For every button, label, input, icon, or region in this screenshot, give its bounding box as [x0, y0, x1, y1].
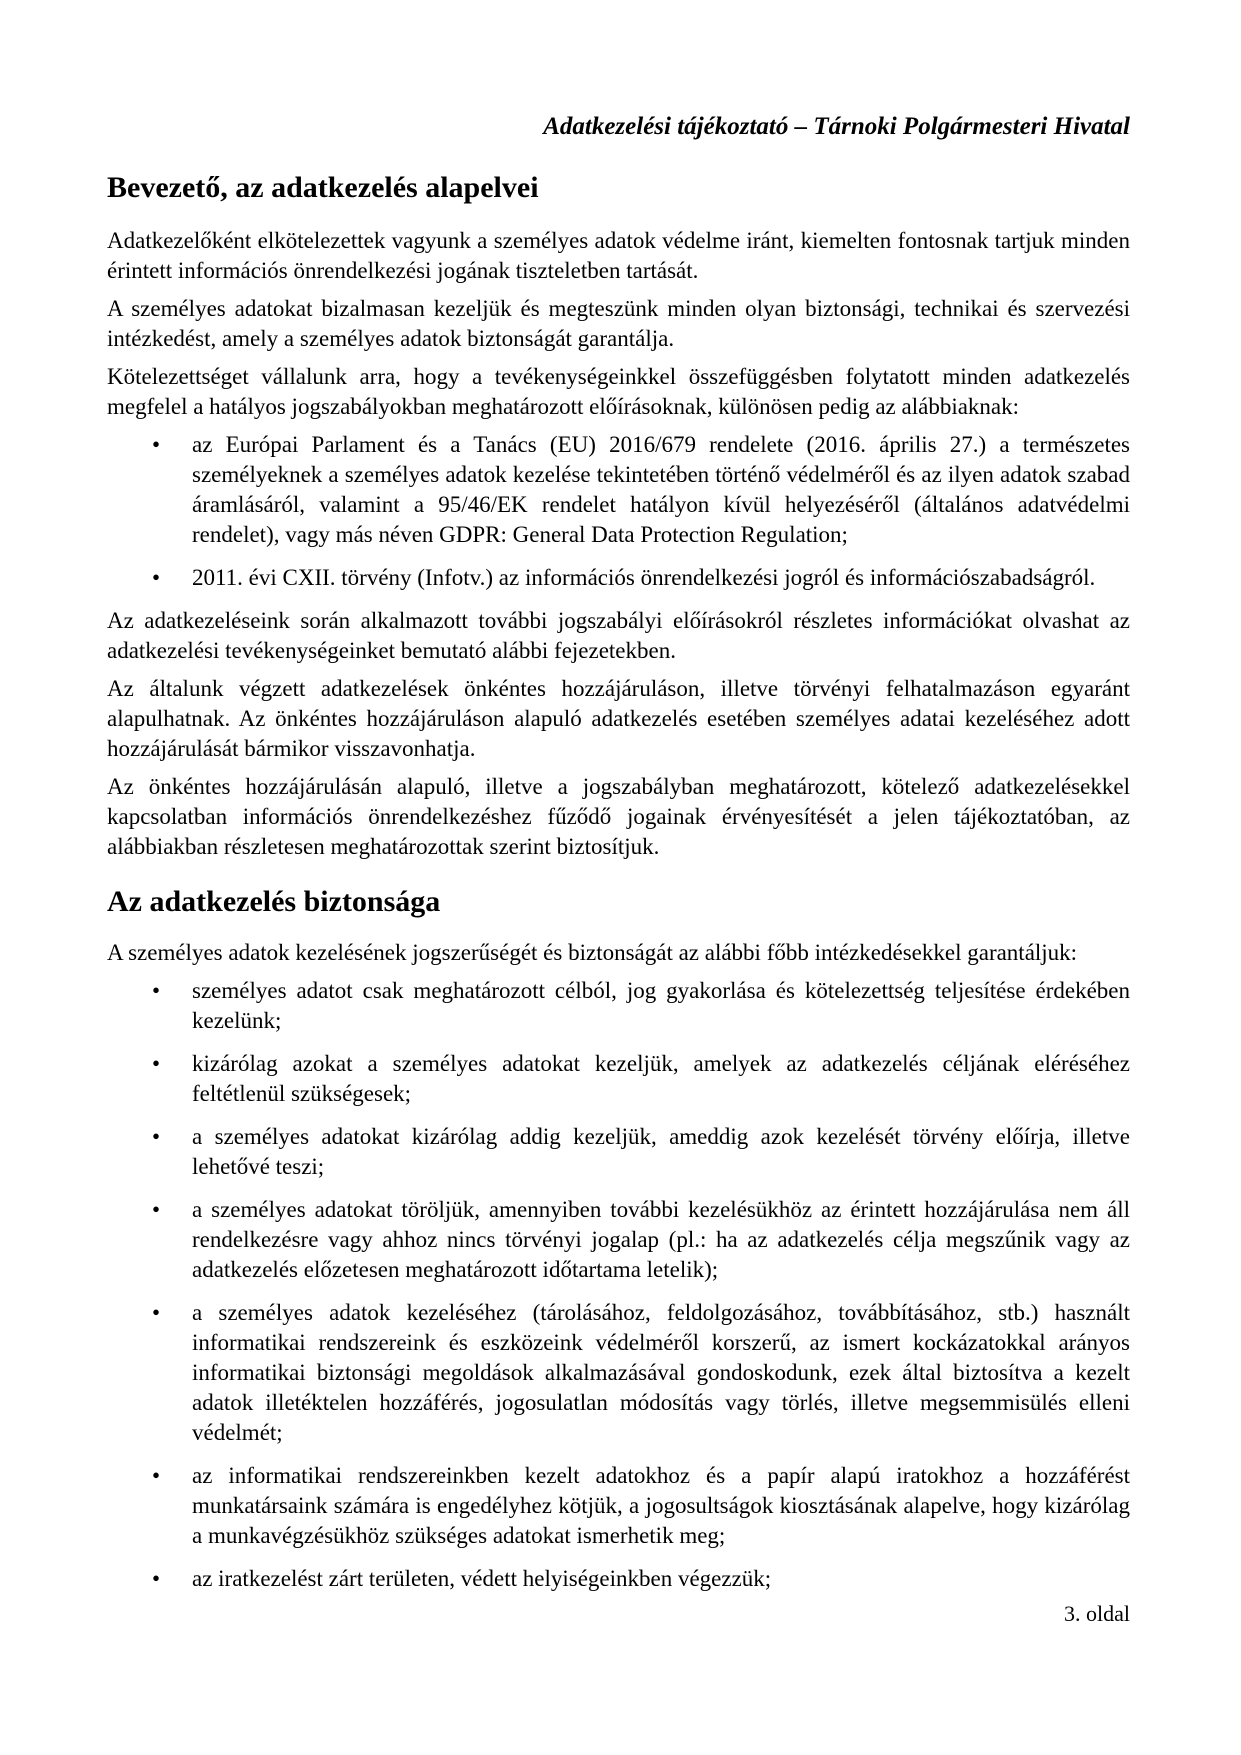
header-title: Adatkezelési tájékoztató – Tárnoki Polgármesteri Hivatal — [543, 113, 1130, 140]
page-number: 3. oldal — [1064, 1601, 1130, 1626]
section-heading-security: Az adatkezelés biztonsága — [107, 885, 441, 918]
security-measures-list — [107, 976, 1130, 1594]
section-heading-intro: Bevezető, az adatkezelés alapelvei — [107, 171, 539, 204]
list-item-data-minimisation: • kizárólag azokat a személyes adatokat kezeljük, amelyek az adatkezelés céljának eléréséhez feltétlenül szükségesek; — [107, 1049, 1130, 1109]
paragraph-security-intro: A személyes adatok kezelésének jogszerűségét és biztonságát az alábbi főbb intézkedésekkel garantáljuk: — [107, 940, 1078, 965]
list-item-secure-premises: • az iratkezelést zárt területen, védett helyiségeinkben végezzük; — [107, 1564, 1130, 1594]
list-item-purpose-limitation: • személyes adatot csak meghatározott célból, jog gyakorlása és kötelezettség teljesítése érdekében kezelünk; — [107, 976, 1130, 1036]
paragraph-consent-basis: Az általunk végzett adatkezelések önkéntes hozzájáruláson, illetve törvényi felhatalmazáson egyaránt alapulhatnak. Az önkéntes hozzájáruláson alapuló adatkezelés esetében személyes adatai kezeléséhez adott hozzájárulását bármikor visszavonhatja. — [107, 676, 1130, 761]
list-item-infotv: • 2011. évi CXII. törvény (Infotv.) az információs önrendelkezési jogról és információszabadságról. — [107, 563, 1130, 593]
law-references-list — [107, 430, 1130, 593]
paragraph-confidentiality: A személyes adatokat bizalmasan kezeljük és megteszünk minden olyan biztonsági, technikai és szervezési intézkedést, amely a személyes adatok biztonságát garantálja. — [107, 296, 1130, 351]
list-item-access-control: • az informatikai rendszereinkben kezelt adatokhoz és a papír alapú iratokhoz a hozzáférést munkatársaink számára is engedélyhez kötjük, a jogosultságok kiosztásának alapelve, hogy kizárólag a munkavégzésükhöz szükséges adatokat ismerhetik meg; — [107, 1461, 1130, 1551]
paragraph-further-regulations: Az adatkezeléseink során alkalmazott további jogszabályi előírásokról részletes információkat olvashat az adatkezelési tevékenységeinket bemutató alábbi fejezetekben. — [107, 608, 1130, 663]
document-header — [107, 112, 1130, 142]
list-item-gdpr: • az Európai Parlament és a Tanács (EU) 2016/679 rendelete (2016. április 27.) a természetes személyeknek a személyes adatok kezelése tekintetében történő védelméről és az ilyen adatok szabad áramlásáról, valamint a 95/46/EK rendelet hatályon kívül helyezéséről (általános adatvédelmi rendelet), vagy más néven GDPR: General Data Protection Regulation; — [107, 430, 1130, 550]
list-item-it-security: • a személyes adatok kezeléséhez (tárolásához, feldolgozásához, továbbításához, stb.) használt informatikai rendszereink és eszközeink védelméről korszerű, az ismert kockázatokkal arányos informatikai biztonsági megoldások alkalmazásával gondoskodunk, ezek által biztosítva a kezelt adatok illetéktelen hozzáférés, jogosulatlan módosítás vagy törlés, illetve megsemmisülés elleni védelmét; — [107, 1298, 1130, 1448]
list-item-deletion-policy: • a személyes adatokat töröljük, amennyiben további kezelésükhöz az érintett hozzájárulása nem áll rendelkezésre vagy ahhoz nincs törvényi jogalap (pl.: ha az adatkezelés célja megszűnik vagy az adatkezelés előzetesen meghatározott időtartama letelik); — [107, 1195, 1130, 1285]
document-footer — [1064, 1600, 1130, 1628]
paragraph-rights-enforcement: Az önkéntes hozzájárulásán alapuló, illetve a jogszabályban meghatározott, kötelező adatkezelésekkel kapcsolatban információs önrendelkezéshez fűződő jogainak érvényesítését a jelen tájékoztatóban, az alábbiakban részletesen meghatározottak szerint biztosítjuk. — [107, 774, 1130, 859]
list-item-storage-limitation: • a személyes adatokat kizárólag addig kezeljük, ameddig azok kezelését törvény előírja, illetve lehetővé teszi; — [107, 1122, 1130, 1182]
paragraph-commitment: Adatkezelőként elkötelezettek vagyunk a személyes adatok védelme iránt, kiemelten fontosnak tartjuk minden érintett információs önrendelkezési jogának tiszteletben tartását. — [107, 228, 1130, 283]
paragraph-legal-compliance: Kötelezettséget vállalunk arra, hogy a tevékenységeinkkel összefüggésben folytatott minden adatkezelés megfelel a hatályos jogszabályokban meghatározott előírásoknak, különösen pedig az alábbiaknak: — [107, 364, 1130, 419]
